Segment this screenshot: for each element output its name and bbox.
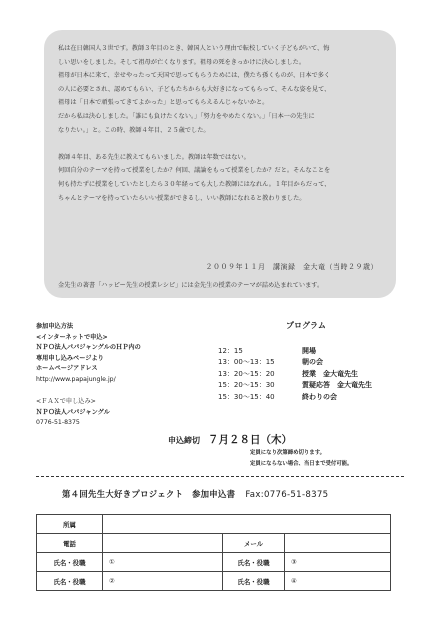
quote-line: 祖母は「日本で頑張ってきてよかった」と思ってもらえるんじゃないかと。	[58, 99, 269, 107]
quote-line: ちゃんとテーマを持っていたらいい授業ができるし、いい教師になれると教わりました。	[58, 194, 306, 202]
program-row	[218, 369, 372, 380]
form-row-contact	[37, 534, 391, 553]
quote-line: 教師４年目、ある先生に教えてもらいました。教師は年数ではない。	[58, 153, 250, 161]
mail-field[interactable]	[285, 534, 391, 553]
program-list	[218, 346, 372, 403]
quote-line: なりたい。」と。この時、教師４年目、２５歳でした。	[58, 126, 210, 134]
program-time: 15：30～15：40	[218, 392, 275, 401]
quote-signature: ２００９年１１月 講演録 金大竜（当時２９歳）	[205, 263, 378, 271]
form-title-text: 第４回先生大好きプロジェクト 参加申込書	[62, 489, 236, 499]
deadline-note: 定員になり次第締め切ります。	[250, 450, 326, 456]
name-field-2[interactable]: ②	[103, 572, 223, 591]
program-event: 授業 金大竜先生	[302, 369, 358, 378]
affiliation-field[interactable]	[103, 515, 391, 534]
internet-heading: <インターネットで申込>	[36, 333, 108, 341]
internet-line: ホームページアドレス	[36, 365, 98, 372]
name-field-1[interactable]: ①	[103, 553, 223, 572]
form-row-names-2	[37, 572, 391, 591]
program-time: 13：20～15：20	[218, 369, 275, 378]
deadline-notes	[250, 448, 352, 470]
quote-line: 何回自分のテーマを持って授業をしたか？何回、議論をもって授業をしたか？だと。そんなことを	[58, 167, 331, 175]
name-label: 氏名・役職	[223, 572, 285, 591]
form-title	[62, 488, 328, 500]
quote-line: だから私は決心しました。「誰にも負けたくない。」「努力をやめたくない。」「日本一の先生に	[58, 112, 315, 120]
program-time: 12：15	[218, 347, 243, 355]
program-event: 終わりの会	[302, 392, 337, 401]
quote-box	[44, 30, 396, 298]
program-time: 13：00～13：15	[218, 358, 275, 367]
form-row-names-1	[37, 553, 391, 572]
quote-line: の人に必要とされ、認めてもらい、子どもたちからも大好きになってもらって、そんな姿を見て、	[58, 85, 331, 93]
phone-label: 電話	[37, 534, 103, 553]
deadline-note: 定員にならない場合、当日まで受付可能。	[250, 461, 353, 467]
program-row	[218, 346, 372, 357]
homepage-link[interactable]: http://www.papajungle.jp/	[36, 375, 116, 383]
program-event: 朝の会	[302, 358, 323, 367]
application-heading: 参加申込方法	[36, 323, 74, 330]
fax-heading: <ＦＡＸで申し込み>	[36, 398, 96, 405]
program-title: プログラム	[286, 321, 326, 330]
deadline-label: 申込締切	[168, 436, 200, 445]
name-label: 氏名・役職	[223, 553, 285, 572]
quote-line: 何も持たずに授業をしていたとしたら３０年経っても大した教師にはなれん。１年目からだって、	[58, 180, 331, 188]
program-row	[218, 392, 372, 403]
program-time: 15：20～15：30	[218, 381, 275, 390]
quote-line: 祖母が日本に来て、幸せやったって天国で思ってもらうためには、僕たち孫くものが、日本で多く	[58, 72, 331, 80]
quote-line: 私は在日韓国人３世です。教師３年目のとき、韓国人という理由で転校していく子どもがいて、悔	[58, 45, 330, 52]
form-row-affiliation	[37, 515, 391, 534]
affiliation-label: 所属	[37, 515, 103, 534]
quote-footer: 金先生の著書「ハッピー先生の授業レシピ」には金先生の授業のテーマが詰め込まれています。	[58, 282, 324, 289]
name-label: 氏名・役職	[37, 572, 103, 591]
fax-number: 0776-51-8375	[36, 419, 80, 426]
mail-label: メール	[223, 534, 285, 553]
fax-org: ＮＰＯ法人パパジャングル	[36, 408, 110, 416]
program-row	[218, 357, 372, 368]
program-event: 開場	[302, 347, 316, 355]
form-fax: Fax:0776-51-8375	[245, 490, 329, 500]
quote-line: しい思いをしました。そして祖母が亡くなります。祖母の死をきっかけに決心しました。	[58, 58, 306, 66]
deadline	[168, 432, 292, 447]
application-methods	[36, 322, 196, 429]
cut-line	[36, 476, 404, 477]
application-form	[36, 514, 391, 591]
program-event: 質疑応答 金大竜先生	[302, 381, 372, 390]
name-label: 氏名・役職	[37, 553, 103, 572]
name-field-4[interactable]: ④	[285, 572, 391, 591]
internet-line: 専用申し込みページより	[36, 354, 104, 362]
deadline-date: ７月２８日（木）	[208, 434, 292, 446]
phone-field[interactable]	[103, 534, 223, 553]
name-field-3[interactable]: ③	[285, 553, 391, 572]
internet-line: ＮＰＯ法人パパジャングルのＨＰ内の	[36, 344, 141, 351]
program-row	[218, 380, 372, 391]
